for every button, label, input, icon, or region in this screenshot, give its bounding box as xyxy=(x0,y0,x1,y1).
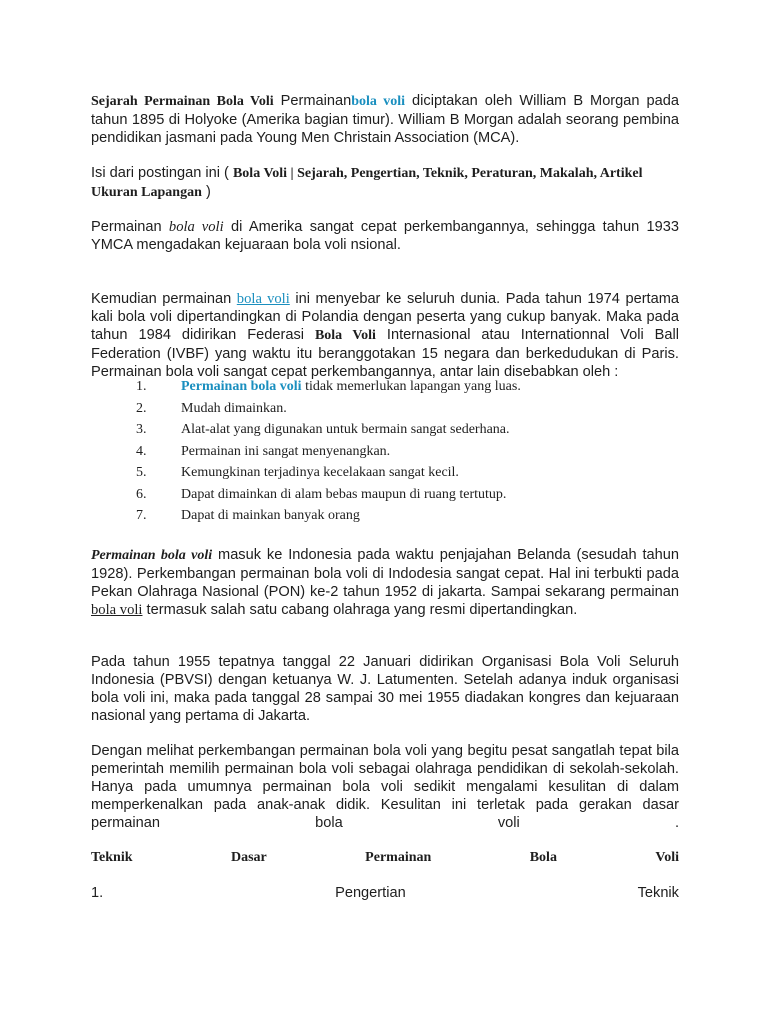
heading-word: Bola xyxy=(529,850,557,865)
list-text: Mudah dimainkan. xyxy=(181,400,287,416)
indonesia-mid: masuk ke Indonesia pada waktu penjajahan Belanda (sesudah tahun 1928). Perkembangan permainan bola voli di Indodesia sangat cepat. Hal ini terbukti pada Pekan Olahraga Nasional (PON) ke-2 tahun 1952 di jakarta. Sampai sekarang permainan xyxy=(91,547,679,600)
intro-permainan: Permainan xyxy=(280,93,352,109)
indonesia-italic-bold: Permainan bola voli xyxy=(91,548,213,563)
america-italic: bola voli xyxy=(168,219,224,235)
list-number: 5. xyxy=(136,465,147,480)
heading-word: Permainan xyxy=(365,850,432,865)
indonesia-body: termasuk salah satu cabang olahraga yang resmi dipertandingkan. xyxy=(142,602,578,618)
list-item xyxy=(91,443,679,465)
list-text: Dapat di mainkan banyak orang xyxy=(181,508,360,523)
list-text: Kemungkinan terjadinya kecelakaan sangat kecil. xyxy=(181,465,459,480)
list-text: Alat-alat yang digunakan untuk bermain sangat sederhana. xyxy=(181,422,510,437)
america-pre: Permainan xyxy=(91,219,169,235)
list-number: 6. xyxy=(136,486,147,502)
list-item xyxy=(91,486,679,508)
spread-bola-voli-link[interactable]: bola voli xyxy=(236,291,290,307)
pbvsi-paragraph: Pada tahun 1955 tepatnya tanggal 22 Januari didirikan Organisasi Bola Voli Seluruh Indonesia (PBVSI) dengan ketuanya W. J. Latumenten. Setelah adanya induk organisasi bola voli ini, maka pada tanggal 28 sampai 30 mei 1955 diadakan kongres dan kejuaraan nasional yang pertama di Jakarta. xyxy=(91,654,679,724)
list-number: 7. xyxy=(136,508,147,523)
america-body: di Amerika sangat cepat perkembangannya, sehingga tahun 1933 YMCA mengadakan kejuaraan bola voli nsional. xyxy=(91,219,679,253)
permainan-bola-voli-link[interactable]: Permainan bola voli xyxy=(181,379,302,394)
indonesia-bola-voli-link[interactable]: bola voli xyxy=(91,602,143,618)
reasons-list xyxy=(91,378,679,529)
spread-pre: Kemudian permainan xyxy=(91,291,237,307)
section-number: 1. xyxy=(91,885,104,901)
spread-mid: ini menyebar ke seluruh dunia. Pada tahun 1974 pertama kali bola voli dipertandingkan di Polandia dengan peserta yang cukup banyak. Maka pada tahun 1984 didirikan Federasi xyxy=(91,291,679,343)
list-number: 2. xyxy=(136,400,147,416)
toc-topics: Bola Voli | Sejarah, Pengertian, Teknik, Peraturan, Makalah, Artikel Ukuran Lapangan xyxy=(91,166,643,200)
toc-suffix: ) xyxy=(201,184,211,200)
list-item xyxy=(91,400,679,422)
school-paragraph: Dengan melihat perkembangan permainan bola voli yang begitu pesat sangatlah tepat bila pemerintah memilih permainan bola voli sebagai olahraga pendidikan di sekolah-sekolah. Hanya pada umumnya permainan bola voli sedikit mengalami kesulitan di dalam memperkenalkan pada anak-anak didik. Kesulitan ini terletak pada gerakan dasar permainan bola voli . xyxy=(91,743,679,831)
intro-paragraph xyxy=(91,92,679,147)
section-one-heading xyxy=(91,885,679,901)
list-text: Dapat dimainkan di alam bebas maupun di ruang tertutup. xyxy=(181,486,507,502)
list-number: 4. xyxy=(136,443,147,459)
heading-word: Voli xyxy=(655,850,679,865)
section-word: Pengertian xyxy=(335,885,406,901)
list-text: tidak memerlukan lapangan yang luas. xyxy=(301,379,521,394)
heading-word: Dasar xyxy=(230,850,267,865)
list-number: 3. xyxy=(136,422,147,437)
section-word: Teknik xyxy=(637,885,679,901)
list-item xyxy=(91,464,679,486)
bola-voli-link[interactable]: bola voli xyxy=(351,94,406,109)
list-item xyxy=(91,378,679,400)
list-item xyxy=(91,507,679,529)
list-text: Permainan ini sangat menyenangkan. xyxy=(181,443,391,459)
list-item xyxy=(91,421,679,443)
heading-word: Teknik xyxy=(91,850,133,865)
spread-bold: Bola Voli xyxy=(314,328,376,343)
intro-body: diciptakan oleh William B Morgan pada tahun 1895 di Holyoke (Amerika bagian timur). William B Morgan adalah seorang pembina pendidikan jasmani pada Young Men Christain Association (MCA). xyxy=(91,93,679,146)
list-number: 1. xyxy=(136,379,147,394)
spread-paragraph xyxy=(91,290,679,381)
toc-paragraph xyxy=(91,164,679,202)
america-paragraph xyxy=(91,218,679,254)
section-heading xyxy=(91,850,679,866)
indonesia-paragraph xyxy=(91,546,679,619)
article-title: Sejarah Permainan Bola Voli xyxy=(91,94,274,109)
spread-body: Internasional atau Internationnal Voli Ball Federation (IVBF) yang waktu itu beranggotakan 15 negara dan berkedudukan di Paris. Permainan bola voli sangat cepat perkembangannya, antar lain disebabkan oleh : xyxy=(91,327,679,380)
toc-prefix: Isi dari postingan ini ( xyxy=(91,165,233,181)
